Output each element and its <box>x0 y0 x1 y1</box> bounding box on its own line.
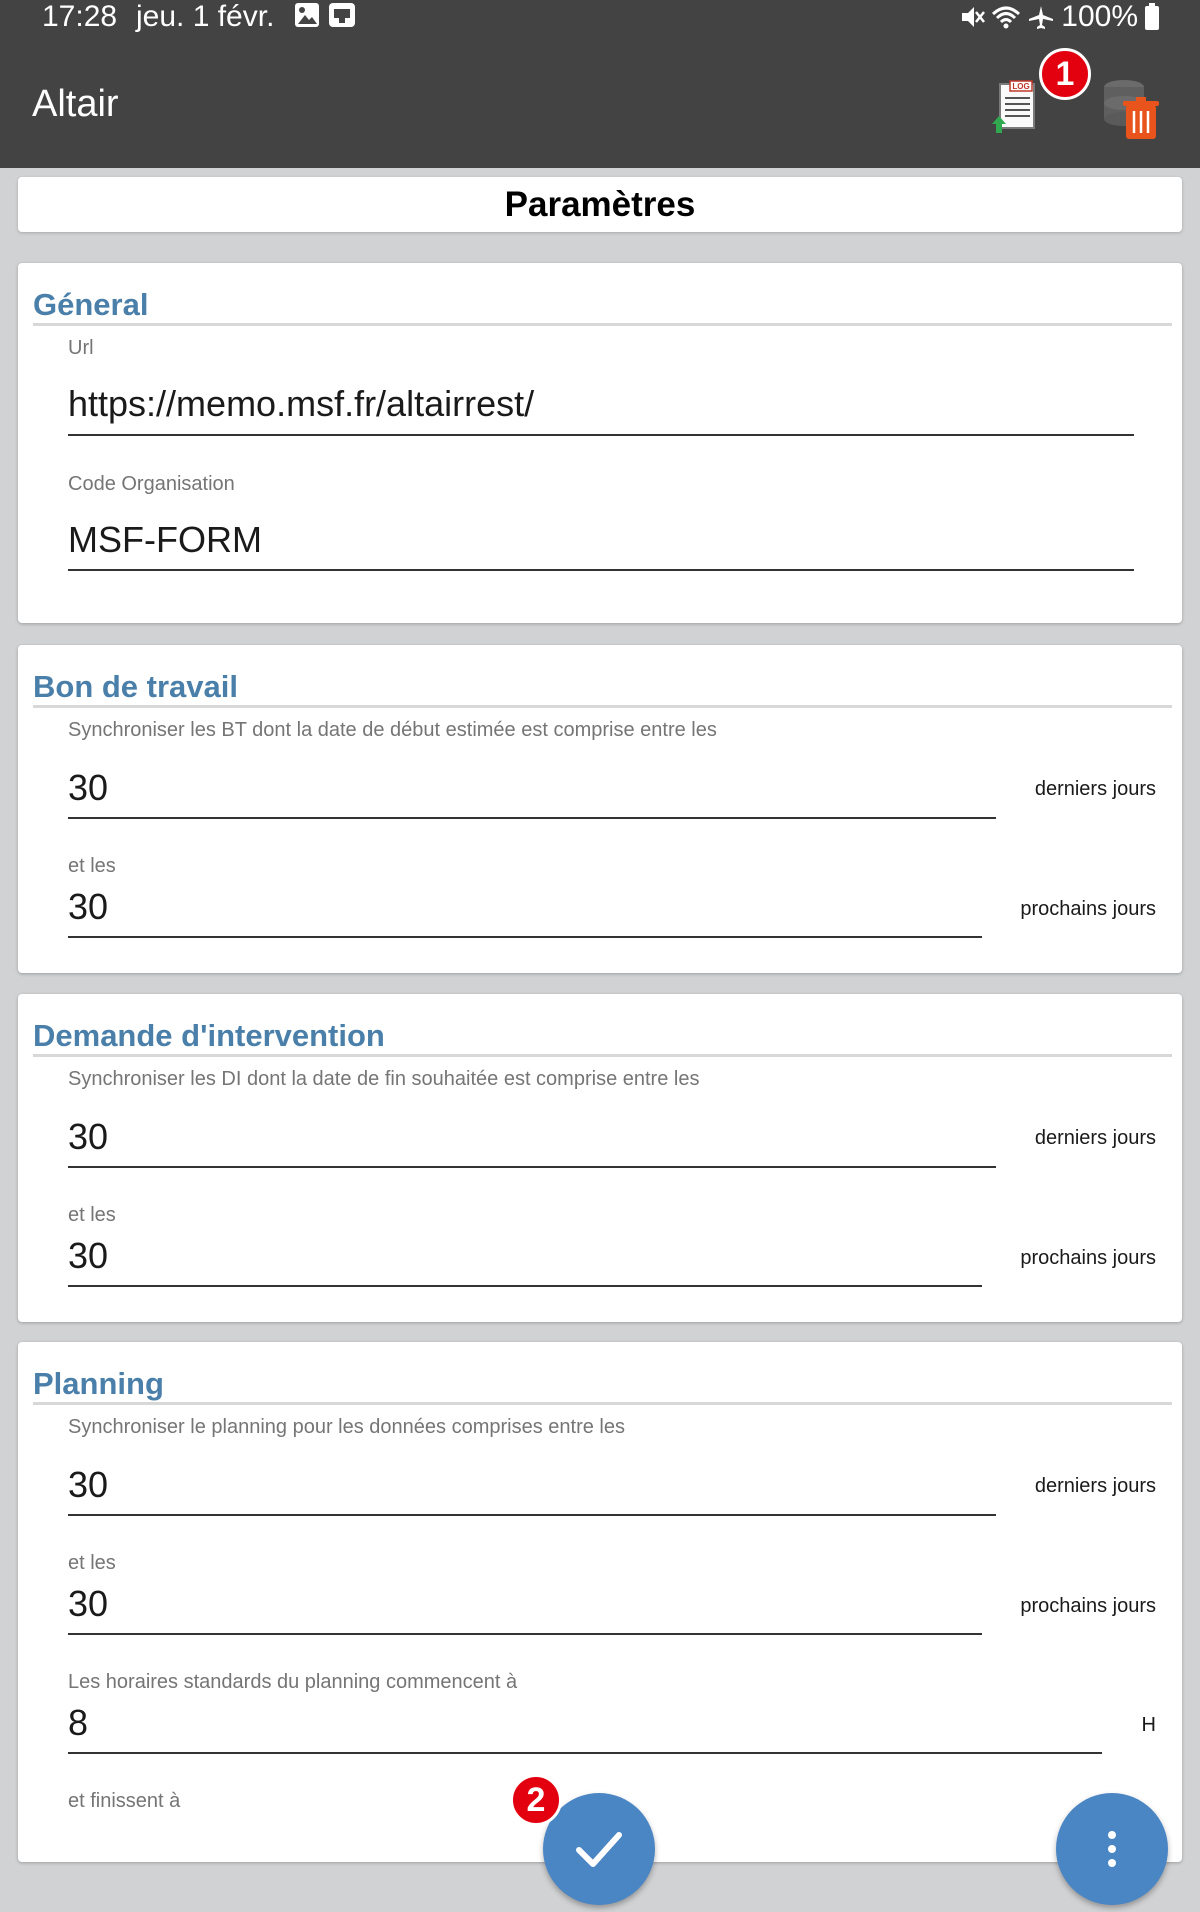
bon-de-travail-card <box>18 645 1182 973</box>
bt-description: Synchroniser les BT dont la date de début estimée est comprise entre les <box>68 719 717 741</box>
org-code-input-underline <box>68 569 1134 571</box>
general-section-title: Géneral <box>33 287 149 322</box>
planning-past-days-input[interactable]: 30 <box>68 1464 109 1505</box>
bt-past-days-underline <box>68 817 996 819</box>
di-past-days-suffix: derniers jours <box>1034 1127 1156 1149</box>
airplane-icon <box>1027 4 1055 30</box>
planning-description: Synchroniser le planning pour les données comprises entre les <box>68 1416 625 1438</box>
status-right <box>959 0 1160 34</box>
di-description: Synchroniser les DI dont la date de fin souhaitée est comprise entre les <box>68 1068 700 1090</box>
di-future-days-underline <box>68 1285 982 1287</box>
app-bar <box>0 35 1200 168</box>
more-options-button[interactable] <box>1056 1793 1168 1905</box>
org-code-input[interactable]: MSF-FORM <box>68 519 262 560</box>
bt-section-title: Bon de travail <box>33 669 238 704</box>
app-title: Altair <box>32 83 119 125</box>
section-divider <box>33 1054 1172 1057</box>
planning-past-days-underline <box>68 1514 996 1516</box>
more-vert-icon <box>1104 1829 1120 1869</box>
planning-card <box>18 1342 1182 1862</box>
planning-start-label: Les horaires standards du planning commencent à <box>68 1671 518 1693</box>
bt-future-days-input[interactable]: 30 <box>68 886 109 927</box>
planning-end-label: et finissent à <box>68 1790 181 1812</box>
planning-start-hour-underline <box>68 1752 1102 1754</box>
bt-past-days-suffix: derniers jours <box>1034 778 1156 800</box>
status-bar <box>0 0 1200 35</box>
annotation-badge-2: 2 <box>510 1774 562 1826</box>
planning-past-days-suffix: derniers jours <box>1034 1475 1156 1497</box>
section-divider <box>33 705 1172 708</box>
page-title: Paramètres <box>504 184 696 224</box>
general-card <box>18 263 1182 623</box>
annotation-badge-1: 1 <box>1039 48 1091 100</box>
bt-past-days-input[interactable]: 30 <box>68 767 109 808</box>
di-future-days-suffix: prochains jours <box>1020 1247 1156 1269</box>
gallery-icon <box>294 2 320 28</box>
battery-level: 100% <box>1061 0 1138 33</box>
di-section-title: Demande d'intervention <box>33 1018 385 1053</box>
section-divider <box>33 323 1172 326</box>
log-export-icon[interactable] <box>990 78 1040 134</box>
bt-future-days-underline <box>68 936 982 938</box>
bt-future-days-suffix: prochains jours <box>1020 898 1156 920</box>
battery-icon <box>1144 3 1160 31</box>
page-title-card <box>18 177 1182 232</box>
check-icon <box>571 1821 627 1877</box>
di-past-days-input[interactable]: 30 <box>68 1116 109 1157</box>
planning-future-days-suffix: prochains jours <box>1020 1595 1156 1617</box>
mute-icon <box>959 4 985 30</box>
notification-icons <box>294 2 356 28</box>
planning-start-hour-input[interactable]: 8 <box>68 1702 89 1743</box>
wifi-icon <box>991 4 1021 30</box>
planning-future-days-underline <box>68 1633 982 1635</box>
demande-intervention-card <box>18 994 1182 1322</box>
status-time: 17:28 <box>42 0 118 33</box>
screenshot-icon <box>328 2 356 28</box>
section-divider <box>33 1402 1172 1405</box>
di-past-days-underline <box>68 1166 996 1168</box>
planning-section-title: Planning <box>33 1366 164 1401</box>
settings-scroll-area[interactable] <box>0 232 1200 1812</box>
bt-and-label: et les <box>68 855 116 877</box>
org-code-label: Code Organisation <box>68 473 235 495</box>
url-label: Url <box>68 337 94 359</box>
url-input[interactable]: https://memo.msf.fr/altairrest/ <box>68 383 535 424</box>
svg-text:LOG: LOG <box>1012 82 1030 91</box>
status-date: jeu. 1 févr. <box>136 0 275 33</box>
planning-and-label: et les <box>68 1552 116 1574</box>
di-future-days-input[interactable]: 30 <box>68 1235 109 1276</box>
planning-future-days-input[interactable]: 30 <box>68 1583 109 1624</box>
database-delete-icon[interactable] <box>1100 75 1162 141</box>
url-input-underline <box>68 434 1134 436</box>
di-and-label: et les <box>68 1204 116 1226</box>
planning-start-hour-suffix: H <box>1141 1714 1156 1736</box>
